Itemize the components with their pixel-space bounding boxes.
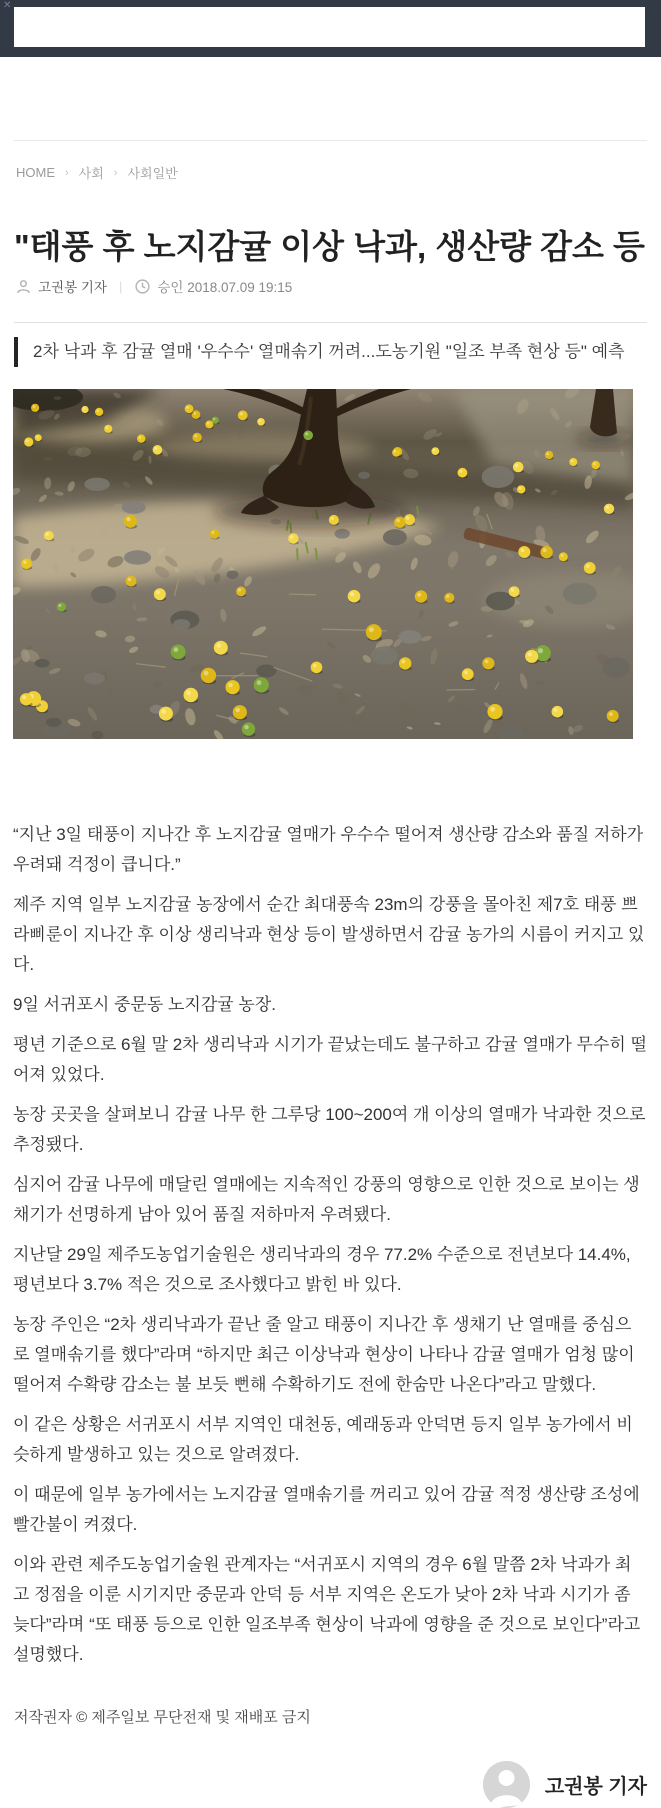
chevron-right-icon: › (65, 166, 69, 179)
article-subtitle: 2차 낙과 후 감귤 열매 '우수수' 열매솎기 꺼려...도농기원 "일조 부족 현상 등" 예측 (14, 337, 648, 367)
paragraph: 9일 서귀포시 중문동 노지감귤 농장. (13, 995, 276, 1014)
paragraph: 농장 주인은 “2차 생리낙과가 끝난 줄 알고 태풍이 지나간 후 생채기 난 열매를 중심으로 열매솎기를 했다”라며 “하지만 최근 이상낙과 현상이 나타나 감귤 열매가 엄청 많이 떨어져 수확량 감소는 불 보듯 뻔해 수확하기도 전에 한숨만 나온다”라고 말했다. (13, 1315, 635, 1394)
byline-separator: | (118, 278, 123, 294)
author-link[interactable]: 고권봉 기자 (38, 280, 107, 295)
divider (14, 322, 647, 323)
divider (14, 140, 647, 141)
footer-author-link[interactable]: 고권봉 기자 (544, 1776, 647, 1798)
paragraph: 이 때문에 일부 농가에서는 노지감귤 열매솎기를 꺼리고 있어 감귤 적정 생산량 조성에 빨간불이 켜졌다. (13, 1485, 640, 1534)
avatar[interactable] (483, 1761, 530, 1808)
byline (15, 276, 292, 296)
breadcrumb-section[interactable]: 사회 (78, 166, 104, 181)
publish-date: 승인 2018.07.09 19:15 (157, 280, 293, 295)
breadcrumb-subsection[interactable]: 사회일반 (127, 166, 178, 181)
breadcrumb (16, 163, 178, 182)
author-footer (0, 1761, 647, 1808)
chevron-right-icon: › (113, 166, 118, 179)
paragraph: 평년 기준으로 6월 말 2차 생리낙과 시기가 끝났는데도 불구하고 감귤 열매가 무수히 떨어져 있었다. (13, 1035, 647, 1084)
paragraph: 심지어 감귤 나무에 매달린 열매에는 지속적인 강풍의 영향으로 인한 것으로 보이는 생채기가 선명하게 남아 있어 품질 저하마저 우려됐다. (13, 1175, 640, 1224)
person-icon (15, 278, 32, 295)
person-silhouette-icon (483, 1761, 530, 1808)
copyright-notice: 저작권자 © 제주일보 무단전재 및 재배포 금지 (14, 1709, 311, 1726)
top-ad-banner (0, 0, 661, 57)
ad-slot[interactable] (14, 7, 645, 47)
paragraph: 지난달 29일 제주도농업기술원은 생리낙과의 경우 77.2% 수준으로 전년보다 14.4%, 평년보다 3.7% 적은 것으로 조사했다고 밝힌 바 있다. (13, 1245, 631, 1294)
article-body (13, 820, 647, 1680)
paragraph: “지난 3일 태풍이 지나간 후 노지감귤 열매가 우수수 떨어져 생산량 감소와 품질 저하가 우려돼 걱정이 큽니다.” (13, 825, 644, 874)
paragraph: 이와 관련 제주도농업기술원 관계자는 “서귀포시 지역의 경우 6월 말쯤 2차 낙과가 최고 정점을 이룬 시기지만 중문과 안덕 등 서부 지역은 온도가 낮아 2차 낙과 시기가 좀 늦다”라며 “또 태풍 등으로 인한 일조부족 현상이 낙과에 영향을 준 것으로 보인다”라고 설명했다. (13, 1555, 641, 1664)
article-photo (13, 389, 633, 739)
paragraph: 농장 곳곳을 살펴보니 감귤 나무 한 그루당 100~200여 개 이상의 열매가 낙과한 것으로 추정됐다. (13, 1105, 646, 1154)
paragraph: 제주 지역 일부 노지감귤 농장에서 순간 최대풍속 23m의 강풍을 몰아친 제7호 태풍 쁘라삐룬이 지나간 후 이상 생리낙과 현상 등이 발생하면서 감귤 농가의 시름이 커지고 있다. (13, 895, 645, 974)
clock-icon (134, 278, 151, 295)
close-icon[interactable]: ✕ (3, 0, 12, 11)
paragraph: 이 같은 상황은 서귀포시 서부 지역인 대천동, 예래동과 안덕면 등지 일부 농가에서 비슷하게 발생하고 있는 것으로 알려졌다. (13, 1415, 633, 1464)
page-title: "태풍 후 노지감귤 이상 낙과, 생산량 감소 등 (14, 228, 645, 266)
breadcrumb-home[interactable]: HOME (16, 165, 55, 180)
